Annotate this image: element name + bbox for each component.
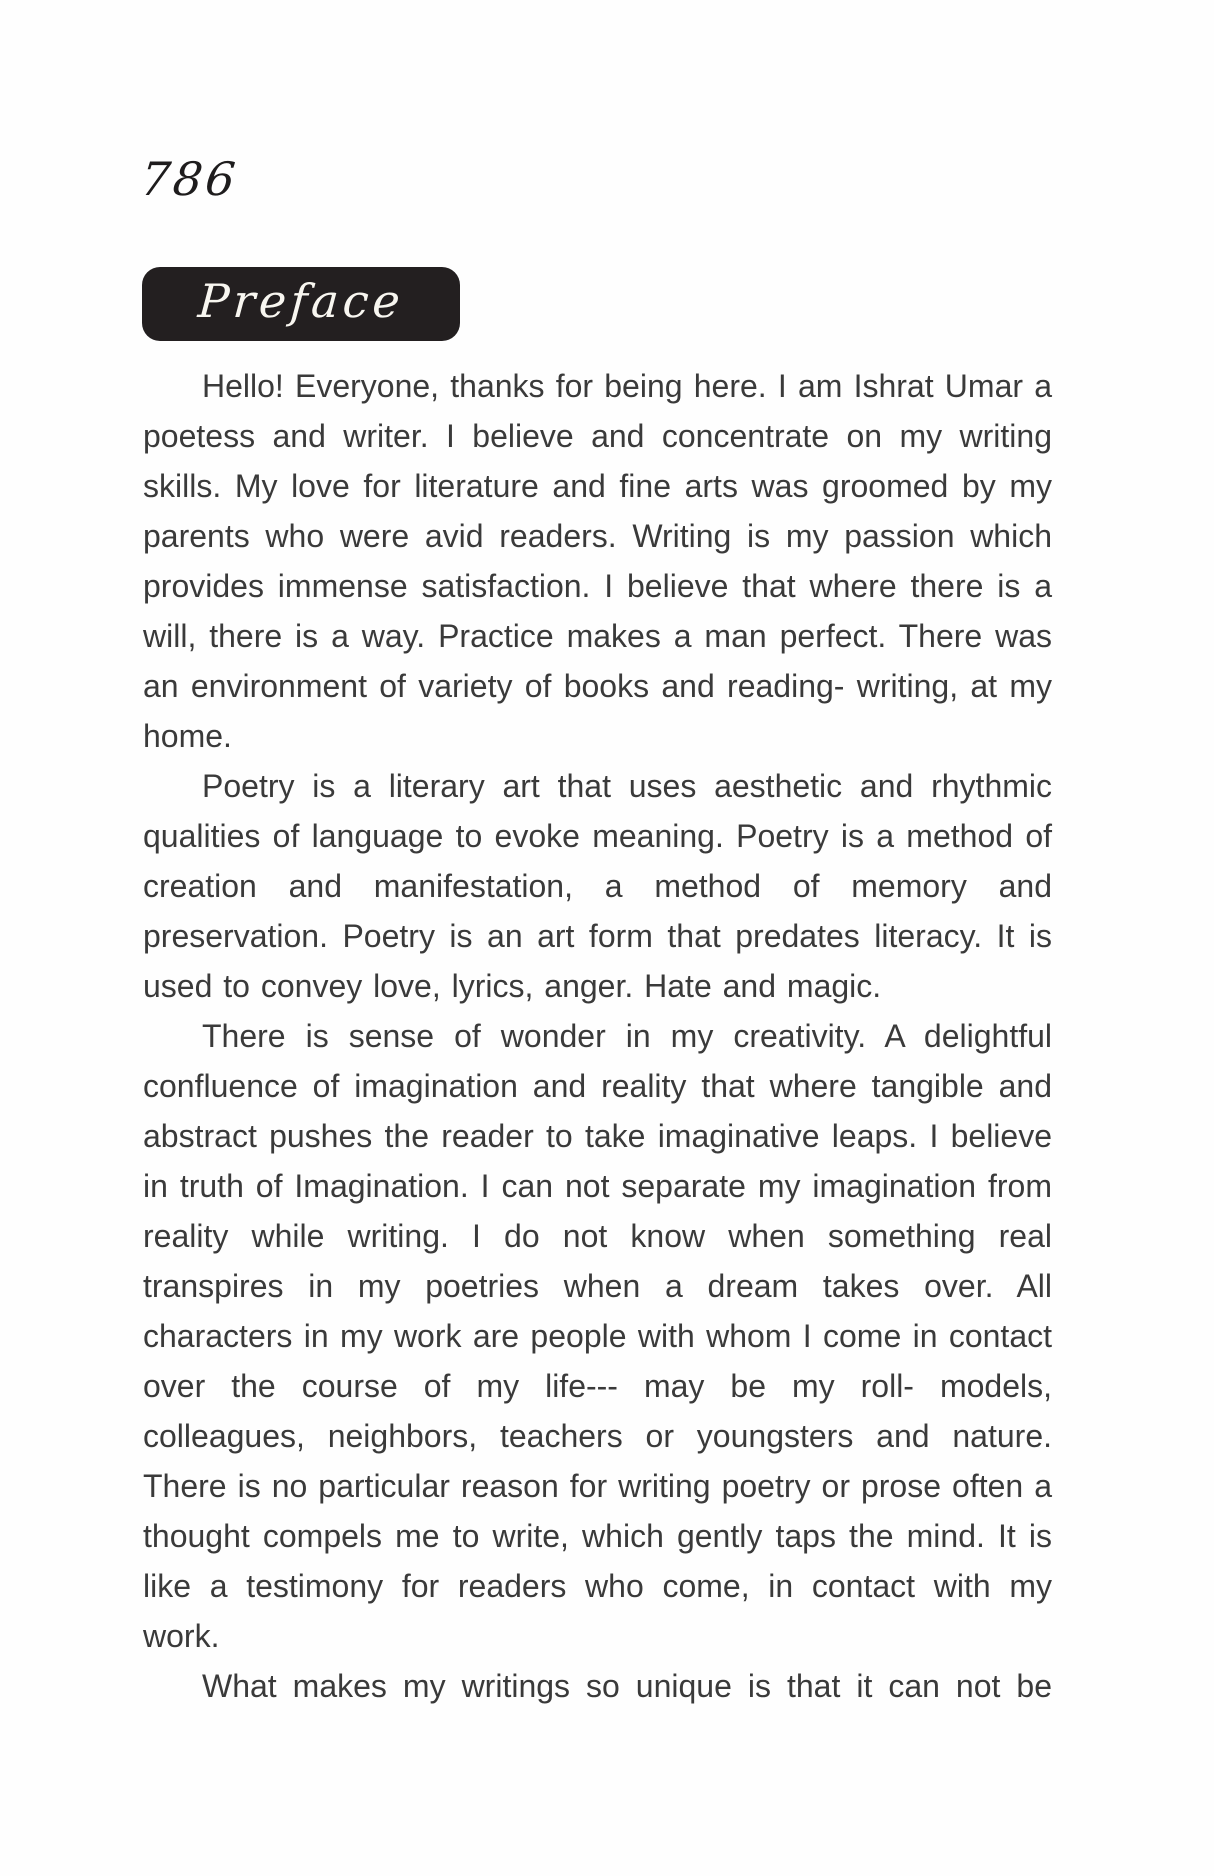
- preface-paragraph-4: What makes my writings so unique is that it can not be: [202, 1668, 1052, 1704]
- page-number: 786: [138, 152, 241, 206]
- preface-paragraph-3: There is sense of wonder in my creativity. A delightful confluence of imagination and reality that where tangible and abstract pushes the reader to take imaginative leaps. I believe in truth of Imagination. I can not separate my imagination from reality while writing. I do not know when something real transpires in my poetries when a dream takes over. All characters in my work are people with whom I come in contact over the course of my life--- may be my roll- models, colleagues, neighbors, teachers or youngsters and nature. There is no particular reason for writing poetry or prose often a thought compels me to write, which gently taps the mind. It is like a testimony for readers who come, in contact with my work.: [143, 1018, 1052, 1654]
- preface-paragraph-1: Hello! Everyone, thanks for being here. I am Ishrat Umar a poetess and writer. I believe and concentrate on my writing skills. My love for literature and fine arts was groomed by my parents who were avid readers. Writing is my passion which provides immense satisfaction. I believe that where there is a will, there is a way. Practice makes a man perfect. There was an environment of variety of books and reading- writing, at my home.: [143, 368, 1052, 754]
- preface-body: [143, 361, 1052, 1711]
- preface-heading-label: Preface: [196, 274, 406, 328]
- preface-paragraph-2: Poetry is a literary art that uses aesthetic and rhythmic qualities of language to evoke meaning. Poetry is a method of creation and manifestation, a method of memory and preservation. Poetry is an art form that predates literacy. It is used to convey love, lyrics, anger. Hate and magic.: [143, 768, 1052, 1004]
- preface-heading-badge: [142, 267, 460, 341]
